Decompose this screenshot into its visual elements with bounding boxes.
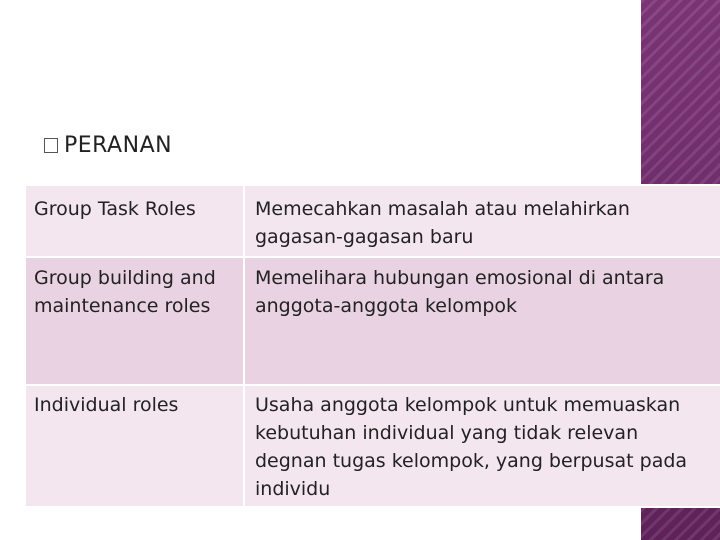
description-cell: Usaha anggota kelompok untuk memuaskan kebutuhan individual yang tidak relevan degnan tugas kelompok, yang berpusat pada individu	[244, 385, 720, 507]
role-cell: Group building and maintenance roles	[25, 257, 244, 385]
square-bullet-icon	[44, 138, 58, 153]
description-cell: Memelihara hubungan emosional di antara anggota-anggota kelompok	[244, 257, 720, 385]
table-row	[25, 257, 720, 385]
heading-title: PERANAN	[64, 133, 173, 158]
description-cell: Memecahkan masalah atau melahirkan gagasan-gagasan baru	[244, 185, 720, 257]
table-row	[25, 185, 720, 257]
role-cell: Group Task Roles	[25, 185, 244, 257]
roles-table	[24, 184, 720, 508]
role-cell: Individual roles	[25, 385, 244, 507]
slide-heading	[44, 133, 172, 158]
table-row	[25, 385, 720, 507]
